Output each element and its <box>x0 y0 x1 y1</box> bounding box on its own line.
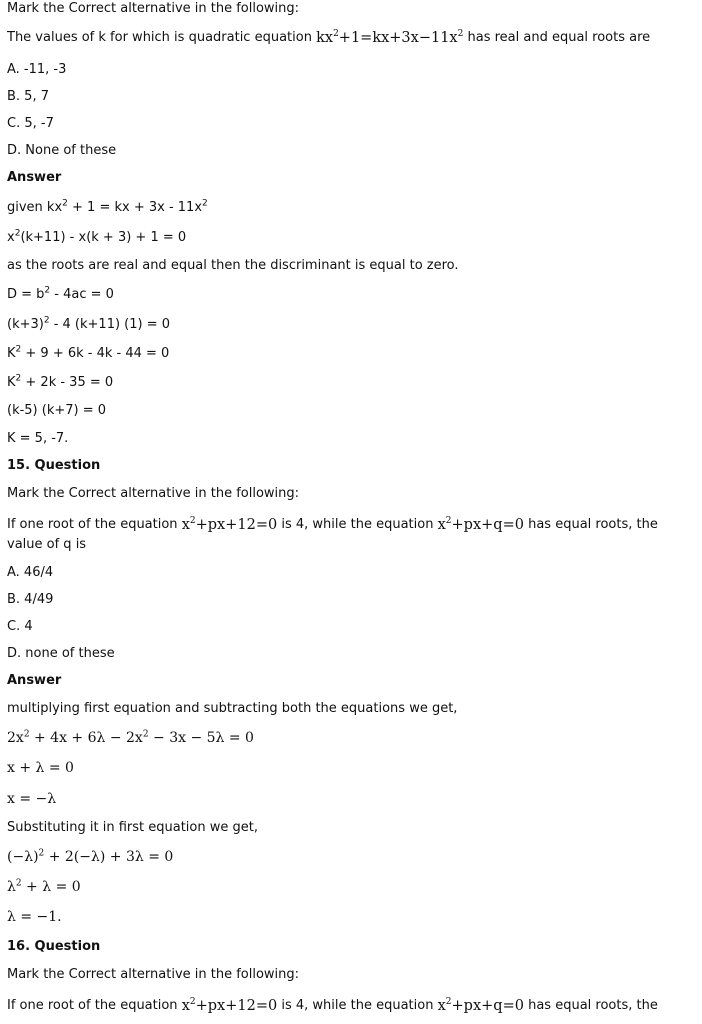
q15-option-a: A. 46/4 <box>7 565 54 580</box>
q14-sol-line-1: given $kx^2 + 1$ = kx + $3x - 11x^2$ <box>7 198 208 215</box>
q15-option-b: B. 4/49 <box>7 592 54 607</box>
q14-option-a: A. -11, -3 <box>7 62 67 77</box>
q14-sol-line-3: as the roots are real and equal then the discriminant is equal to zero. <box>7 258 459 273</box>
q15-instruction: Mark the Correct alternative in the following: <box>7 486 300 501</box>
q15-option-c: C. 4 <box>7 619 33 634</box>
q15-sol-math-5: $\lambda^2 + \lambda = 0$ <box>7 878 81 895</box>
q15-equation-2: $x^2+px+q=0$ <box>437 516 524 533</box>
q14-stem-pre: The values of k for which is quadratic equation <box>7 30 312 45</box>
q14-sol-line-2: $x^2(k+11) - x(k + 3) + 1 = 0$ <box>7 228 187 245</box>
q14-stem <box>7 28 650 47</box>
q16-heading: 16. Question <box>7 939 101 954</box>
q16-equation-2: $x^2+px+q=0$ <box>437 997 524 1014</box>
q16-equation-1: $x^2+px+12=0$ <box>181 997 278 1014</box>
q14-answer-label: Answer <box>7 170 62 185</box>
q15-sol-math-2: x + λ = 0 <box>7 760 74 776</box>
q14-stem-post: has real and equal roots are <box>467 30 651 45</box>
q15-sol-line-2: Substituting it in first equation we get, <box>7 820 258 835</box>
q14-instruction: Mark the Correct alternative in the following: <box>7 1 300 16</box>
q15-sol-math-3: x = −λ <box>7 791 57 807</box>
q16-instruction: Mark the Correct alternative in the following: <box>7 967 300 982</box>
q15-sol-math-6: λ = −1. <box>7 909 62 925</box>
q14-sol-line-6: $K^2 + 9 + 6k - 4k - 44 = 0$ <box>7 344 170 361</box>
q15-sol-line-1: multiplying first equation and subtracting both the equations we get, <box>7 701 458 716</box>
q14-option-b: B. 5, 7 <box>7 89 49 104</box>
q15-option-d: D. none of these <box>7 646 115 661</box>
q15-equation-1: $x^2+px+12=0$ <box>181 516 278 533</box>
q15-stem-line-1: If one root of the equation $x^2+px+12=0$ is 4, while the equation $x^2+px+q=0$ has equal roots, the <box>7 516 658 533</box>
q14-sol-line-9: K = 5, -7. <box>7 431 69 446</box>
q14-sol-line-7: $K^2 + 2k - 35 = 0$ <box>7 373 114 390</box>
q15-heading: 15. Question <box>7 458 101 473</box>
q14-sol-line-4: $D = b^2 - 4ac = 0$ <box>7 285 114 302</box>
q14-option-d: D. None of these <box>7 143 117 158</box>
q14-sol-line-8: (k-5) (k+7) = 0 <box>7 403 107 418</box>
q14-sol-line-5: $(k+3)^2 - 4$ (k+11) (1) = 0 <box>7 315 171 332</box>
q15-sol-math-1: $2x^2 + 4x + 6\lambda - 2x^2 - 3x - 5\lambda = 0$ <box>7 729 254 746</box>
q15-sol-math-4: $(-\lambda)^2 + 2(-\lambda) + 3\lambda = 0$ <box>7 848 174 865</box>
q15-answer-label: Answer <box>7 673 62 688</box>
q14-option-c: C. 5, -7 <box>7 116 54 131</box>
q16-stem-line-1: If one root of the equation $x^2+px+12=0$ is 4, while the equation $x^2+px+q=0$ has equal roots, the <box>7 997 658 1014</box>
q15-stem-line-2: value of q is <box>7 537 87 552</box>
q14-equation: $kx^2+1=kx+3x-11x^2$ <box>316 29 464 46</box>
